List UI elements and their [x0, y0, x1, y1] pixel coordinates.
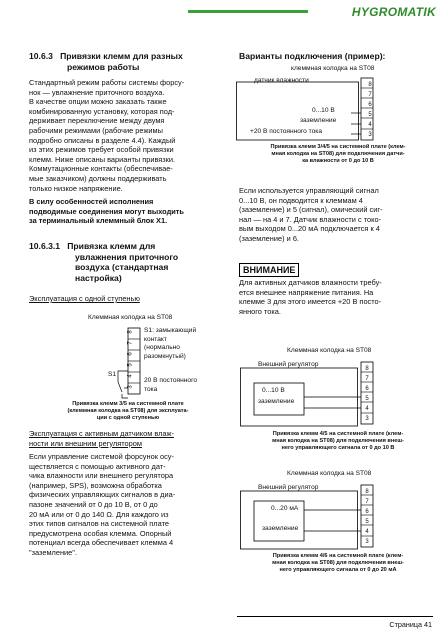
diagram1-caption: Привязка клемм 3/5 на системной плате (клеммная колодка на ST08) для эксплуата- ции с одной ступенью: [67, 401, 189, 422]
signal-line: Если используется управляющий сигнал: [239, 186, 379, 195]
diagram2-signal-label: 0...10 В: [312, 107, 335, 114]
diagram4-terminals: 8 7 6 5 4 3: [365, 489, 369, 545]
active-sensor-line: физических управляющих сигналов в диа-: [29, 490, 176, 500]
signal-line: вым выходом 0...20 мА подключается к 4: [239, 224, 380, 234]
signal-line: нал — на 4 и 7. Датчик влажности с токо-: [239, 214, 382, 224]
warning-line: ется внешнее напряжение питания. На: [239, 287, 374, 297]
warning-paragraph: [239, 278, 437, 316]
page-number: Страница 41: [389, 620, 432, 629]
active-sensor-line: этих типов сигналов на системной плате: [29, 519, 169, 529]
diagram4-caption: Привязка клемм 4/6 на системной плате (клем- мная колодка на ST08) для подключения внеш- него управляющего сигнала от 0 до 20 мА: [272, 553, 404, 574]
intro-line: подробно описаны в разделе 4.4). Каждый: [29, 135, 176, 145]
diagram3-terminals: 8 7 6 5 4 3: [365, 366, 369, 422]
warning-badge: ВНИМАНИЕ: [239, 260, 299, 278]
diagram1-s1-label: S1: [108, 371, 117, 378]
signal-paragraph: [239, 186, 437, 244]
diagram2-terminals: 8 7 6 5 4 3: [368, 82, 372, 138]
diagram3-regulator-label: Внешний регулятор: [258, 361, 319, 368]
note-paragraph: [29, 197, 227, 226]
intro-line: Коммутационные контакты (обеспечивае-: [29, 164, 173, 174]
warning-line: Для активных датчиков влажности требу-: [239, 278, 382, 287]
brand-logo: HYGROMATIK: [351, 5, 436, 19]
diagram2-ground-label: заземление: [300, 117, 337, 124]
intro-line: Стандартный режим работы системы форсу-: [29, 78, 185, 87]
intro-line: В качестве опции можно заказать также: [29, 97, 167, 107]
signal-line: (заземление) и 6.: [239, 233, 299, 243]
active-sensor-line: предусмотрена особая клемма. Опорный: [29, 528, 172, 538]
op-single-stage-heading: Эксплуатация с одной ступенью: [29, 294, 140, 303]
intro-line: клемм. Ниже описаны варианты привязки.: [29, 154, 176, 164]
note-line: В силу особенностей исполнения: [29, 197, 154, 206]
active-sensor-line: "заземление".: [29, 547, 77, 557]
variants-heading: Варианты подключения (пример):: [239, 51, 386, 61]
diagram3-title: Клеммная колодка на ST08: [287, 347, 372, 354]
intro-line: мые заказчиком) должны поддерживать: [29, 173, 167, 183]
header-rule: [188, 10, 308, 13]
warning-line: клемме 3 для этого имеется +20 В посто-: [239, 297, 382, 307]
diagram3-wiring: [240, 356, 376, 428]
intro-line: из этих режимов требует особой привязки: [29, 145, 174, 155]
diagram4-wiring: [240, 479, 376, 551]
intro-line: только низкое напряжение.: [29, 183, 123, 193]
signal-line: (заземление) и 5 (сигнал), омический сиг-: [239, 205, 383, 215]
active-sensor-line: 20 мА или от 0 до 140 Ω. Для каждого из: [29, 509, 169, 519]
active-sensor-line: пазоне значений от 0 до 10 В, от 0 до: [29, 499, 158, 509]
footer-rule: [237, 616, 433, 617]
active-sensor-paragraph: [29, 452, 227, 558]
signal-line: 0...10 В, он подводится к клеммам 4: [239, 195, 363, 205]
active-sensor-line: (например, SPS), возможна обработка: [29, 480, 162, 490]
intro-line: нок — увлажнение приточного воздуха.: [29, 87, 165, 97]
active-sensor-line: потенциал всегда обеспечивает клемма 4: [29, 538, 174, 548]
diagram3-caption: Привязка клемм 4/5 на системной плате (клем- мная колодка на ST08) для подключения внеш- него управляющего сигнала от 0 до 10 В: [272, 431, 404, 452]
diagram3-ground-label: заземление: [258, 398, 295, 405]
active-sensor-line: Если управление системой форсунок осу-: [29, 452, 174, 461]
op-active-sensor-heading: Эксплуатация с активным датчиком влаж- ности или внешним регулятором: [29, 429, 174, 448]
note-line: подводимые соединения могут выходить: [29, 206, 184, 216]
intro-line: держивает переключение между двумя: [29, 116, 165, 126]
diagram2-sensor-label: датчик влажности: [254, 77, 309, 84]
active-sensor-line: ществляется с помощью активного дат-: [29, 461, 166, 471]
diagram4-ground-label: заземление: [262, 525, 299, 532]
subsection-heading: 10.6.3.1 Привязка клемм для увлажнения приточного воздуха (стандартная настройка): [29, 241, 179, 283]
diagram1-title: Клеммная колодка на ST08: [88, 314, 173, 321]
note-line: за терминальный клеммный блок X1.: [29, 216, 168, 226]
diagram2-caption: Привязка клемм 3/4/5 на системной плате (клем- мная колодка на ST08) для подключения датчи- ка влажности от 0 до 10 В: [270, 144, 406, 165]
intro-paragraph: [29, 78, 227, 193]
diagram3-signal-label: 0...10 В: [262, 387, 285, 394]
active-sensor-line: чика влажности или внешнего регулятора: [29, 471, 174, 481]
diagram4-signal-label: 0...20 мА: [271, 505, 299, 512]
section-heading: 10.6.3 Привязки клемм для разных режимов работы: [29, 51, 183, 72]
intro-line: рабочими режимами (рабочие режимы: [29, 125, 163, 135]
diagram2-title: клеммная колодка на ST08: [291, 65, 375, 72]
diagram1-voltage-label: 20 В постоянного тока: [144, 377, 197, 393]
diagram4-title: Клеммная колодка на ST08: [287, 470, 372, 477]
diagram4-regulator-label: Внешний регулятор: [258, 484, 319, 491]
diagram2-supply-label: +20 В постоянного тока: [250, 128, 322, 135]
diagram1-contact-label: S1: замыкающий контакт (нормально разомкнутый): [144, 327, 197, 360]
intro-line: комбинированную установку, которая под-: [29, 106, 175, 116]
warning-line: янного тока.: [239, 306, 281, 316]
